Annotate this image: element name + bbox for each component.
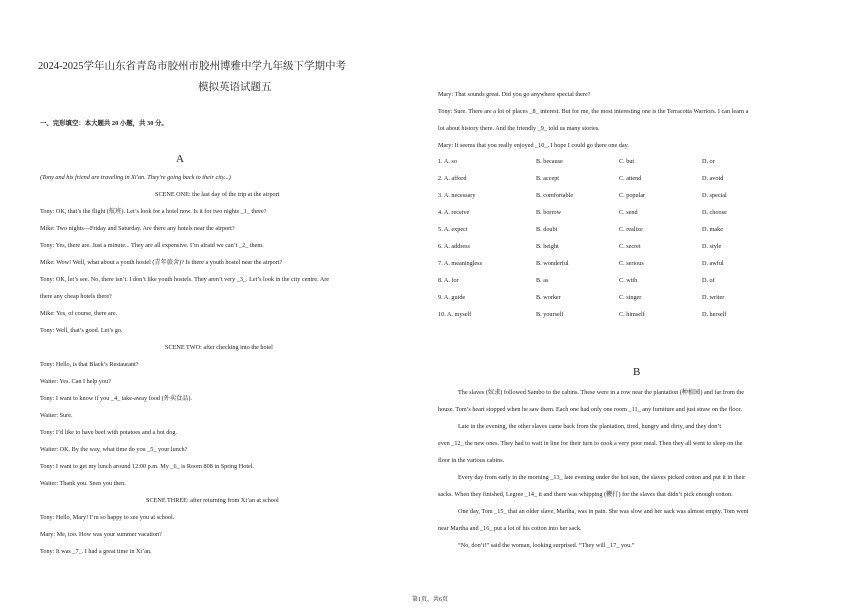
option-b: B. because — [536, 158, 563, 165]
option-d: D. avoid — [702, 175, 724, 182]
option-a: 9. A. guide — [438, 294, 466, 301]
dialogue-line: there any cheap hotels there? — [40, 293, 112, 300]
paragraph-line: sacks. When they finished, Legree _14_ it and there was whipping (鞭打) for the slaves that didn’t pick enough cotton. — [438, 491, 733, 498]
passage-a-heading: A — [176, 153, 184, 165]
option-d: D. of — [702, 277, 715, 284]
dialogue-line: Mike: Two nights—Friday and Saturday. Are there any hotels near the airport? — [40, 225, 235, 232]
option-b: B. doubt — [536, 226, 558, 233]
dialogue-line: Tony: OK, let’s see. No, there isn’t. I don’t like youth hostels. They aren’t very _3_. Let’s look in the city centre. Are — [40, 276, 329, 283]
exam-title-line1: 2024-2025学年山东省青岛市胶州市胶州博雅中学九年级下学期中考 — [38, 61, 346, 72]
option-b: B. as — [536, 277, 549, 284]
option-b: B. comfortable — [536, 192, 574, 199]
dialogue-line: Mary: That sounds great. Did you go anywhere special there? — [438, 91, 591, 98]
option-d: D. writer — [702, 294, 725, 301]
option-c: C. secret — [619, 243, 641, 250]
dialogue-line: Waiter: Yes. Can I help you? — [40, 378, 111, 385]
option-b: B. borrow — [536, 209, 562, 216]
paragraph-line: house. Tom’s heart stopped when he saw them. Each one had only one room _11_ any furniture and just straw on the floor. — [438, 406, 742, 413]
paragraph-line: floor in the various cabins. — [438, 457, 505, 464]
dialogue-line: Tony: Yes, there are. Just a minute... They are all expensive. I’m afraid we can’t _2_ them. — [40, 242, 264, 249]
option-d: D. choose — [702, 209, 727, 216]
option-a: 5. A. expect — [438, 226, 468, 233]
dialogue-line: lot about history there. And the friendly _9_ told us many stories. — [438, 125, 600, 132]
paragraph-line: Late in the evening, the other slaves came back from the plantation, tired, hungry and dirty, and they don’t — [458, 423, 722, 430]
dialogue-line: Tony: Hello, is that Black’s Restaurant? — [40, 361, 139, 368]
dialogue-line: Tony: OK, that’s the flight (航班). Let’s look for a hotel now. Is it for two nights _1_ three? — [40, 208, 267, 215]
paragraph-line: One day, Tom _15_ that an older slave, Martha, was in pain. She was slow and her sack was almost empty. Tom went — [458, 508, 749, 515]
option-b: B. height — [536, 243, 559, 250]
option-a: 7. A. meaningless — [438, 260, 482, 267]
option-a: 8. A. for — [438, 277, 459, 284]
option-a: 4. A. receive — [438, 209, 470, 216]
option-d: D. make — [702, 226, 723, 233]
option-a: 2. A. afford — [438, 175, 467, 182]
dialogue-line: Tony: Sure. There are a lot of places _8_ interest. But for me, the most interesting one is the Terracotta Warriors. I can learn a — [438, 108, 749, 115]
section-heading: 一、完形填空：本大题共 20 小题，共 30 分。 — [40, 120, 168, 127]
option-c: C. serious — [619, 260, 644, 267]
dialogue-line: Tony: I want to get my lunch around 12:00 p.m. My _6_ is Room 808 in Spring Hotel. — [40, 463, 255, 470]
scene-two-heading: SCENE TWO: after checking into the hotel — [165, 344, 273, 351]
passage-b-heading: B — [633, 366, 641, 378]
option-c: C. send — [619, 209, 638, 216]
scene-one-heading: SCENE ONE: the last day of the trip at the airport — [155, 191, 280, 198]
option-d: D. awful — [702, 260, 724, 267]
option-d: D. style — [702, 243, 722, 250]
option-c: C. himself — [619, 311, 645, 318]
paragraph-line: even _12_ the new ones. They had to wait in line for their turn to cook a very poor meal. Then they all went to sleep on the — [438, 440, 743, 447]
scene-three-heading: SCENE THREE: after returning from Xi’an at school — [146, 497, 279, 504]
option-a: 3. A. necessary — [438, 192, 476, 199]
dialogue-line: Tony: I want to know if you _4_ take-away food (外卖食品). — [40, 395, 192, 402]
paragraph-line: The slaves (奴隶) followed Sambo to the cabins. These were in a row near the plantation (种植园) and far from the — [458, 389, 744, 396]
option-b: B. accept — [536, 175, 560, 182]
option-c: C. attend — [619, 175, 642, 182]
dialogue-line: Tony: Hello, Mary! I’m so happy to see you at school. — [40, 514, 175, 521]
passage-a-intro: (Tony and his friend are traveling in Xi'an. They're going back to their city...) — [40, 174, 231, 181]
option-d: D. special — [702, 192, 727, 199]
option-a: 10. A. myself — [438, 311, 472, 318]
option-c: C. realize — [619, 226, 643, 233]
option-a: 1. A. so — [438, 158, 457, 165]
dialogue-line: Tony: Well, that’s good. Let’s go. — [40, 327, 123, 334]
dialogue-line: Mike: Wow! Well, what about a youth hostel (青年旅舍)? Is there a youth hostel near the airport? — [40, 259, 283, 266]
dialogue-line: Mary: Me, too. How was your summer vacation? — [40, 531, 162, 538]
dialogue-line: Waiter: Thank you. Seen you then. — [40, 480, 126, 487]
dialogue-line: Mike: Yes, of course, there are. — [40, 310, 118, 317]
paragraph-line: near Martha and _16_ put a lot of his cotton into her sack. — [438, 525, 582, 532]
option-d: D. or — [702, 158, 715, 165]
option-d: D. herself — [702, 311, 727, 318]
option-c: C. with — [619, 277, 638, 284]
option-a: 6. A. address — [438, 243, 470, 250]
dialogue-line: Mary: It seems that you really enjoyed _10_. I hope I could go there one day. — [438, 142, 629, 149]
dialogue-line: Tony: I’d like to have beef with potatoes and a hot dog. — [40, 429, 178, 436]
paragraph-line: “No, don’t!” said the woman, looking surprised. “They will _17_ you.” — [458, 542, 635, 549]
option-b: B. worker — [536, 294, 561, 301]
option-c: C. singer — [619, 294, 642, 301]
exam-title-line2: 模拟英语试题五 — [198, 82, 272, 93]
page-footer: 第1页，共6页 — [411, 597, 448, 603]
option-b: B. yourself — [536, 311, 564, 318]
dialogue-line: Tony: It was _7_. I had a great time in Xi’an. — [40, 548, 152, 555]
option-b: B. wonderful — [536, 260, 569, 267]
paragraph-line: Every day from early in the morning _13_ late evening under the hot sun, the slaves picked cotton and put it in their — [458, 474, 746, 481]
option-c: C. but — [619, 158, 635, 165]
dialogue-line: Waiter: OK. By the way, what time do you _5_ your lunch? — [40, 446, 188, 453]
option-c: C. popular — [619, 192, 646, 199]
dialogue-line: Waiter: Sure. — [40, 412, 73, 419]
